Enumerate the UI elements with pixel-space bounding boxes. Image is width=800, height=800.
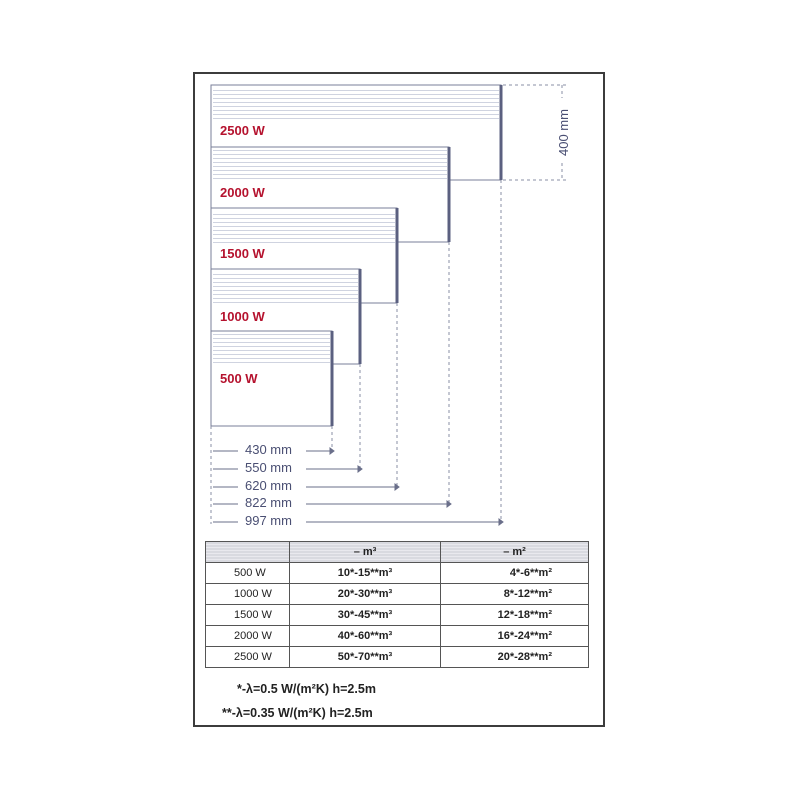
power-label-2000: 2000 W bbox=[220, 185, 265, 200]
row-volume: 20*-30**m³ bbox=[290, 584, 441, 605]
footnote-double-star: **-λ=0.35 W/(m²K) h=2.5m bbox=[222, 706, 373, 720]
table-row bbox=[206, 563, 589, 584]
table-row bbox=[206, 584, 589, 605]
table-header-row bbox=[206, 542, 589, 563]
row-area: 16*-24**m² bbox=[441, 626, 589, 647]
row-area: 8*-12**m² bbox=[441, 584, 589, 605]
width-label-430: 430 mm bbox=[245, 442, 292, 457]
power-label-1500: 1500 W bbox=[220, 246, 265, 261]
width-label-822: 822 mm bbox=[245, 495, 292, 510]
specs-table bbox=[205, 541, 589, 668]
width-labels bbox=[238, 442, 306, 528]
row-power: 500 W bbox=[206, 563, 290, 584]
height-label: 400 mm bbox=[556, 109, 571, 156]
width-label-997: 997 mm bbox=[245, 513, 292, 528]
width-label-620: 620 mm bbox=[245, 478, 292, 493]
height-dimension bbox=[503, 85, 571, 180]
header-area: – m² bbox=[441, 542, 589, 563]
row-power: 1500 W bbox=[206, 605, 290, 626]
row-area: 20*-28**m² bbox=[441, 647, 589, 668]
specs-table-wrap bbox=[205, 541, 591, 668]
row-volume: 30*-45**m³ bbox=[290, 605, 441, 626]
header-volume: – m³ bbox=[290, 542, 441, 563]
row-volume: 40*-60**m³ bbox=[290, 626, 441, 647]
header-power bbox=[206, 542, 290, 563]
row-power: 1000 W bbox=[206, 584, 290, 605]
row-power: 2500 W bbox=[206, 647, 290, 668]
footnote-single-star: *-λ=0.5 W/(m²K) h=2.5m bbox=[237, 682, 376, 696]
table-row bbox=[206, 626, 589, 647]
power-label-2500: 2500 W bbox=[220, 123, 265, 138]
table-row bbox=[206, 647, 589, 668]
row-area: 4*-6**m² bbox=[441, 563, 589, 584]
row-volume: 50*-70**m³ bbox=[290, 647, 441, 668]
power-label-500: 500 W bbox=[220, 371, 258, 386]
heater-panel-500 bbox=[211, 331, 332, 426]
row-volume: 10*-15**m³ bbox=[290, 563, 441, 584]
row-area: 12*-18**m² bbox=[441, 605, 589, 626]
table-row bbox=[206, 605, 589, 626]
power-label-1000: 1000 W bbox=[220, 309, 265, 324]
width-label-550: 550 mm bbox=[245, 460, 292, 475]
row-power: 2000 W bbox=[206, 626, 290, 647]
